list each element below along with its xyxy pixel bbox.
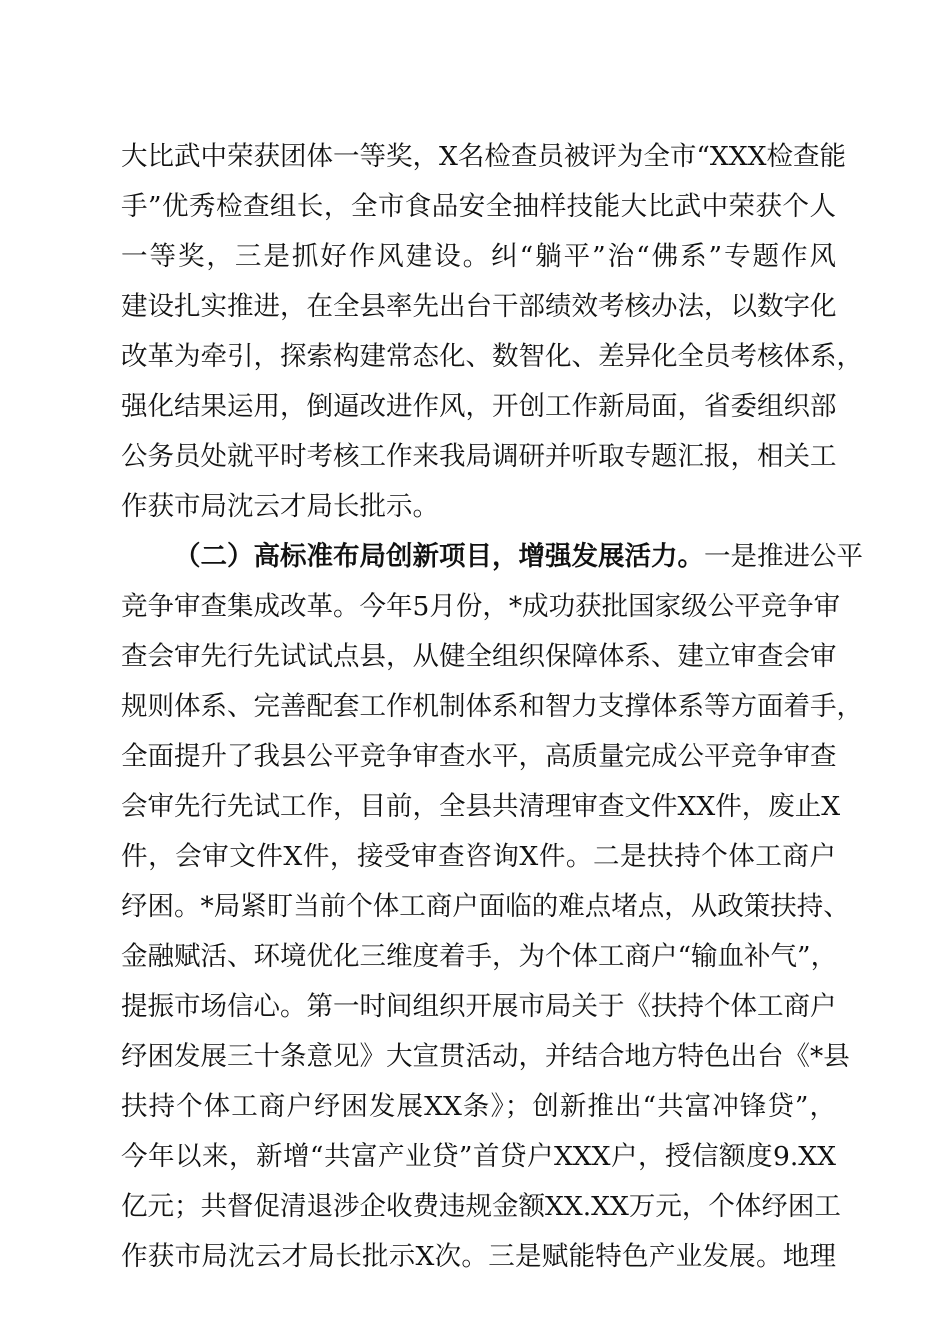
text-line: 手”优秀检查组长，全市食品安全抽样技能大比武中荣获个人 xyxy=(121,191,836,222)
text-segment: 一是推进公平 xyxy=(704,541,863,572)
text-line: 一等奖，三是抓好作风建设。纠“躺平”治“佛系”专题作风 xyxy=(121,241,836,272)
text-line: 大比武中荣获团体一等奖，X名检查员被评为全市“XXX检查能 xyxy=(121,141,847,172)
body-text xyxy=(121,132,863,1282)
text-line: 扶持个体工商户纾困发展XX条》；创新推出“共富冲锋贷”， xyxy=(121,1091,836,1122)
text-line: 纾困。*局紧盯当前个体工商户面临的难点堵点，从政策扶持、 xyxy=(121,891,850,922)
text-line: 件，会审文件X件，接受审查咨询X件。二是扶持个体工商户 xyxy=(121,841,836,872)
text-line: 查会审先行先试试点县，从健全组织保障体系、建立审查会审 xyxy=(121,641,837,672)
text-line: 会审先行先试工作，目前，全县共清理审查文件XX件，废止X xyxy=(121,791,841,822)
text-line: 纾困发展三十条意见》大宣贯活动，并结合地方特色出台《*县 xyxy=(121,1041,850,1072)
text-line: 全面提升了我县公平竞争审查水平，高质量完成公平竞争审查 xyxy=(121,741,837,772)
section-heading: （二）高标准布局创新项目，增强发展活力。 xyxy=(174,541,704,572)
text-line: 改革为牵引，探索构建常态化、数智化、差异化全员考核体系， xyxy=(121,341,863,372)
text-line: 作获市局沈云才局长批示。 xyxy=(121,491,439,522)
text-line: 建设扎实推进，在全县率先出台干部绩效考核办法，以数字化 xyxy=(121,291,837,322)
text-line: 规则体系、完善配套工作机制体系和智力支撑体系等方面着手， xyxy=(121,691,863,722)
text-line: 亿元；共督促清退涉企收费违规金额XX.XX万元，个体纾困工 xyxy=(121,1191,841,1222)
text-line: 强化结果运用，倒逼改进作风，开创工作新局面，省委组织部 xyxy=(121,391,837,422)
paragraph-1 xyxy=(121,132,863,532)
text-line: 金融赋活、环境优化三维度着手，为个体工商户“输血补气”， xyxy=(121,941,838,972)
text-line: 提振市场信心。第一时间组织开展市局关于《扶持个体工商户 xyxy=(121,991,837,1022)
text-line: 公务员处就平时考核工作来我局调研并听取专题汇报，相关工 xyxy=(121,441,837,472)
text-line: 作获市局沈云才局长批示X次。三是赋能特色产业发展。地理 xyxy=(121,1241,836,1272)
text-line: 今年以来，新增“共富产业贷”首贷户XXX户，授信额度9.XX xyxy=(121,1141,836,1172)
paragraph-2-first-line xyxy=(121,532,863,582)
paragraph-2 xyxy=(121,532,863,1282)
text-line: 竞争审查集成改革。今年5月份，*成功获批国家级公平竞争审 xyxy=(121,591,841,622)
